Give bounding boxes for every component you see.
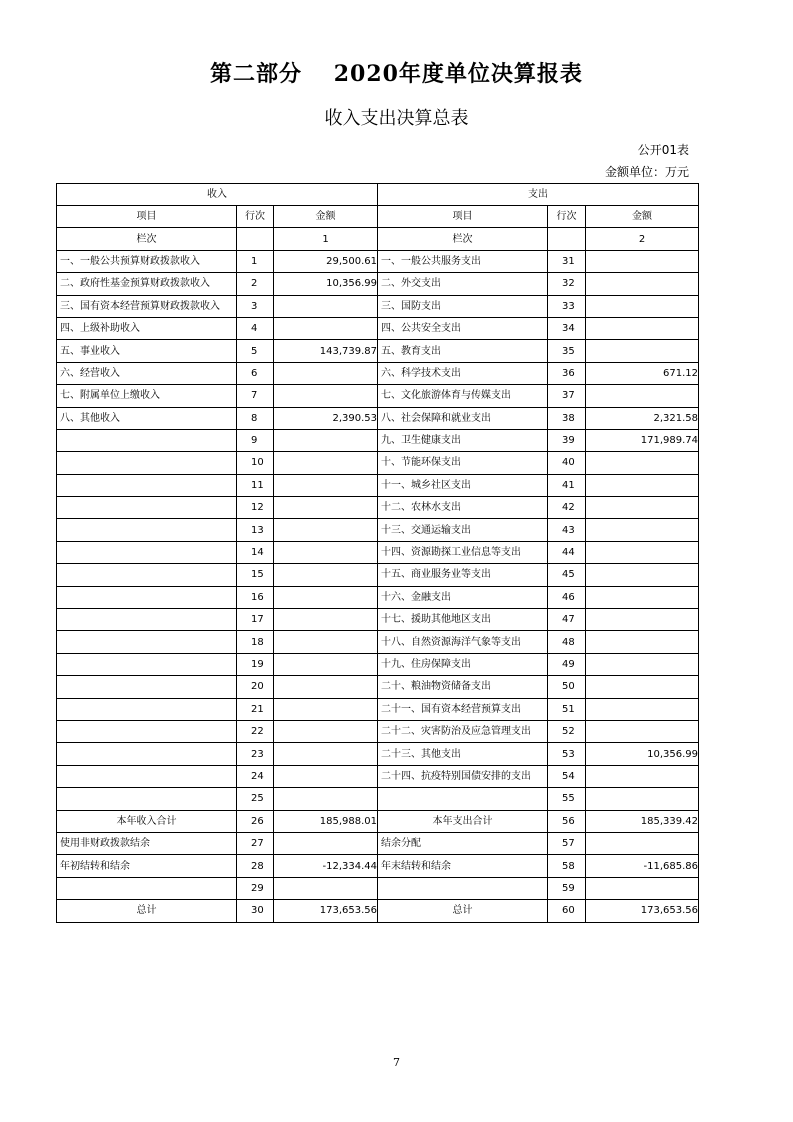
expense-item-cell: 六、科学技术支出 xyxy=(378,362,548,384)
expense-item-cell: 五、教育支出 xyxy=(378,340,548,362)
expense-amount-cell xyxy=(586,631,699,653)
income-rowno-cell: 20 xyxy=(237,676,274,698)
income-rowno-cell: 17 xyxy=(237,609,274,631)
expense-amount-cell xyxy=(586,474,699,496)
expense-amount-cell xyxy=(586,340,699,362)
expense-item-cell: 总计 xyxy=(378,900,548,922)
empty-cell xyxy=(237,228,274,250)
expense-item-cell: 七、文化旅游体育与传媒支出 xyxy=(378,385,548,407)
income-rowno-cell: 8 xyxy=(237,407,274,429)
income-rowno-cell: 11 xyxy=(237,474,274,496)
income-amount-cell xyxy=(274,788,378,810)
income-item-cell: 使用非财政拨款结余 xyxy=(57,832,237,854)
income-rowno-cell: 26 xyxy=(237,810,274,832)
income-rowno-cell: 5 xyxy=(237,340,274,362)
table-row xyxy=(57,765,699,787)
expense-rowno-cell: 42 xyxy=(548,497,586,519)
income-amount-cell xyxy=(274,385,378,407)
table-row xyxy=(57,452,699,474)
column-order-row xyxy=(57,228,699,250)
expense-amount-cell xyxy=(586,586,699,608)
section-header-row xyxy=(57,184,699,206)
income-rowno-cell: 22 xyxy=(237,720,274,742)
table-row xyxy=(57,676,699,698)
expense-item-cell: 十九、住房保障支出 xyxy=(378,653,548,675)
income-item-cell: 总计 xyxy=(57,900,237,922)
table-row xyxy=(57,340,699,362)
table-row xyxy=(57,407,699,429)
income-rowno-cell: 28 xyxy=(237,855,274,877)
expense-rowno-cell: 31 xyxy=(548,250,586,272)
expense-item-cell: 结余分配 xyxy=(378,832,548,854)
table-row xyxy=(57,743,699,765)
income-rowno-cell: 13 xyxy=(237,519,274,541)
income-amount-cell xyxy=(274,609,378,631)
income-amount-cell xyxy=(274,765,378,787)
column-header-row xyxy=(57,206,699,228)
income-item-cell xyxy=(57,474,237,496)
income-amount-cell: -12,334.44 xyxy=(274,855,378,877)
table-row xyxy=(57,295,699,317)
expense-rowno-cell: 45 xyxy=(548,564,586,586)
income-item-cell xyxy=(57,564,237,586)
income-rowno-cell: 7 xyxy=(237,385,274,407)
income-column-number: 1 xyxy=(274,228,378,250)
expense-rowno-cell: 35 xyxy=(548,340,586,362)
expense-item-cell: 十四、资源勘探工业信息等支出 xyxy=(378,541,548,563)
expense-amount-cell: 10,356.99 xyxy=(586,743,699,765)
income-amount-cell: 143,739.87 xyxy=(274,340,378,362)
expense-item-header: 项目 xyxy=(378,206,548,228)
income-item-cell xyxy=(57,497,237,519)
expense-rowno-cell: 46 xyxy=(548,586,586,608)
income-rowno-cell: 29 xyxy=(237,877,274,899)
income-amount-cell xyxy=(274,362,378,384)
expense-item-cell: 二十四、抗疫特别国债安排的支出 xyxy=(378,765,548,787)
table-row xyxy=(57,541,699,563)
income-item-cell xyxy=(57,698,237,720)
expense-amount-cell xyxy=(586,452,699,474)
expense-amount-cell xyxy=(586,385,699,407)
table-subtitle: 收入支出决算总表 xyxy=(324,108,469,129)
expense-item-cell: 十一、城乡社区支出 xyxy=(378,474,548,496)
income-item-cell: 四、上级补助收入 xyxy=(57,317,237,339)
expense-item-cell: 二十二、灾害防治及应急管理支出 xyxy=(378,720,548,742)
expense-amount-cell: 171,989.74 xyxy=(586,429,699,451)
income-rowno-cell: 12 xyxy=(237,497,274,519)
expense-item-cell: 一、一般公共服务支出 xyxy=(378,250,548,272)
table-row xyxy=(57,832,699,854)
income-rowno-cell: 23 xyxy=(237,743,274,765)
income-rowno-cell: 6 xyxy=(237,362,274,384)
income-item-cell xyxy=(57,609,237,631)
income-amount-cell xyxy=(274,676,378,698)
table-row xyxy=(57,273,699,295)
income-amount-cell: 29,500.61 xyxy=(274,250,378,272)
income-amount-cell xyxy=(274,586,378,608)
income-rowno-cell: 4 xyxy=(237,317,274,339)
expense-amount-cell xyxy=(586,295,699,317)
expense-amount-cell: 185,339.42 xyxy=(586,810,699,832)
expense-rowno-cell: 44 xyxy=(548,541,586,563)
expense-rowno-cell: 43 xyxy=(548,519,586,541)
expense-item-cell: 四、公共安全支出 xyxy=(378,317,548,339)
table-row xyxy=(57,385,699,407)
expense-rowno-cell: 49 xyxy=(548,653,586,675)
income-rowno-cell: 15 xyxy=(237,564,274,586)
income-amount-cell xyxy=(274,698,378,720)
table-row xyxy=(57,609,699,631)
expense-item-cell: 十、节能环保支出 xyxy=(378,452,548,474)
income-item-cell xyxy=(57,720,237,742)
expense-amount-cell xyxy=(586,250,699,272)
income-item-cell: 六、经营收入 xyxy=(57,362,237,384)
expense-rowno-header: 行次 xyxy=(548,206,586,228)
income-amount-cell xyxy=(274,720,378,742)
income-item-cell: 五、事业收入 xyxy=(57,340,237,362)
table-row xyxy=(57,317,699,339)
income-rowno-cell: 14 xyxy=(237,541,274,563)
income-rowno-cell: 9 xyxy=(237,429,274,451)
expense-amount-header: 金额 xyxy=(586,206,699,228)
expense-item-cell: 二十、粮油物资储备支出 xyxy=(378,676,548,698)
income-amount-cell: 185,988.01 xyxy=(274,810,378,832)
expense-amount-cell: 671.12 xyxy=(586,362,699,384)
income-amount-cell xyxy=(274,452,378,474)
income-amount-cell xyxy=(274,564,378,586)
expense-rowno-cell: 52 xyxy=(548,720,586,742)
income-item-cell xyxy=(57,631,237,653)
expense-rowno-cell: 55 xyxy=(548,788,586,810)
income-amount-cell xyxy=(274,519,378,541)
expense-rowno-cell: 33 xyxy=(548,295,586,317)
income-item-cell: 年初结转和结余 xyxy=(57,855,237,877)
table-row xyxy=(57,653,699,675)
expense-rowno-cell: 39 xyxy=(548,429,586,451)
expense-amount-cell xyxy=(586,720,699,742)
income-item-cell xyxy=(57,788,237,810)
income-rowno-cell: 18 xyxy=(237,631,274,653)
expense-rowno-cell: 59 xyxy=(548,877,586,899)
income-rowno-cell: 3 xyxy=(237,295,274,317)
expense-amount-cell xyxy=(586,653,699,675)
expense-rowno-cell: 48 xyxy=(548,631,586,653)
expense-amount-cell xyxy=(586,877,699,899)
expense-column-number: 2 xyxy=(586,228,699,250)
income-rowno-cell: 25 xyxy=(237,788,274,810)
income-item-header: 项目 xyxy=(57,206,237,228)
income-rowno-cell: 2 xyxy=(237,273,274,295)
report-title: 第二部分 2020年度单位决算报表 xyxy=(210,61,583,87)
expense-rowno-cell: 47 xyxy=(548,609,586,631)
income-amount-cell xyxy=(274,877,378,899)
income-rowno-cell: 1 xyxy=(237,250,274,272)
income-item-cell xyxy=(57,541,237,563)
expense-rowno-cell: 57 xyxy=(548,832,586,854)
expense-rowno-cell: 53 xyxy=(548,743,586,765)
expense-item-cell: 十三、交通运输支出 xyxy=(378,519,548,541)
expense-amount-cell xyxy=(586,609,699,631)
expense-amount-cell xyxy=(586,788,699,810)
expense-item-cell: 二、外交支出 xyxy=(378,273,548,295)
table-row xyxy=(57,855,699,877)
expense-amount-cell xyxy=(586,698,699,720)
expense-amount-cell xyxy=(586,765,699,787)
income-amount-cell xyxy=(274,541,378,563)
table-row xyxy=(57,810,699,832)
income-rowno-cell: 27 xyxy=(237,832,274,854)
expense-item-cell: 本年支出合计 xyxy=(378,810,548,832)
expense-section-header: 支出 xyxy=(378,184,699,206)
expense-amount-cell xyxy=(586,832,699,854)
income-section-header: 收入 xyxy=(57,184,378,206)
income-amount-cell xyxy=(274,474,378,496)
income-amount-cell xyxy=(274,295,378,317)
income-item-cell xyxy=(57,676,237,698)
expense-amount-cell xyxy=(586,497,699,519)
income-item-cell: 二、政府性基金预算财政拨款收入 xyxy=(57,273,237,295)
table-row xyxy=(57,362,699,384)
expense-rowno-cell: 38 xyxy=(548,407,586,429)
expense-rowno-cell: 51 xyxy=(548,698,586,720)
empty-cell xyxy=(548,228,586,250)
expense-column-order-label: 栏次 xyxy=(378,228,548,250)
income-item-cell: 八、其他收入 xyxy=(57,407,237,429)
amount-unit: 金额单位：万元 xyxy=(604,165,689,179)
expense-rowno-cell: 41 xyxy=(548,474,586,496)
income-item-cell xyxy=(57,429,237,451)
expense-item-cell: 十六、金融支出 xyxy=(378,586,548,608)
table-row xyxy=(57,698,699,720)
expense-amount-cell: -11,685.86 xyxy=(586,855,699,877)
table-row xyxy=(57,877,699,899)
income-item-cell xyxy=(57,519,237,541)
expense-item-cell: 十五、商业服务业等支出 xyxy=(378,564,548,586)
expense-rowno-cell: 54 xyxy=(548,765,586,787)
expense-rowno-cell: 56 xyxy=(548,810,586,832)
expense-amount-cell xyxy=(586,519,699,541)
income-amount-cell: 173,653.56 xyxy=(274,900,378,922)
table-row xyxy=(57,720,699,742)
income-amount-cell xyxy=(274,631,378,653)
expense-item-cell: 八、社会保障和就业支出 xyxy=(378,407,548,429)
income-rowno-cell: 30 xyxy=(237,900,274,922)
income-rowno-cell: 10 xyxy=(237,452,274,474)
income-rowno-cell: 24 xyxy=(237,765,274,787)
expense-item-cell xyxy=(378,788,548,810)
income-rowno-cell: 19 xyxy=(237,653,274,675)
expense-amount-cell xyxy=(586,273,699,295)
income-amount-cell xyxy=(274,653,378,675)
income-item-cell: 一、一般公共预算财政拨款收入 xyxy=(57,250,237,272)
form-number: 公开01表 xyxy=(637,143,689,157)
table-row xyxy=(57,788,699,810)
income-item-cell xyxy=(57,653,237,675)
expense-item-cell: 二十一、国有资本经营预算支出 xyxy=(378,698,548,720)
expense-amount-cell xyxy=(586,541,699,563)
expense-rowno-cell: 58 xyxy=(548,855,586,877)
expense-item-cell: 二十三、其他支出 xyxy=(378,743,548,765)
expense-rowno-cell: 34 xyxy=(548,317,586,339)
income-amount-cell xyxy=(274,317,378,339)
expense-item-cell: 三、国防支出 xyxy=(378,295,548,317)
page-number: 7 xyxy=(393,1056,400,1069)
table-row xyxy=(57,564,699,586)
income-item-cell xyxy=(57,743,237,765)
income-amount-cell xyxy=(274,743,378,765)
income-item-cell xyxy=(57,765,237,787)
income-amount-cell xyxy=(274,497,378,519)
income-item-cell: 七、附属单位上缴收入 xyxy=(57,385,237,407)
expense-amount-cell: 173,653.56 xyxy=(586,900,699,922)
expense-item-cell: 十二、农林水支出 xyxy=(378,497,548,519)
income-item-cell: 本年收入合计 xyxy=(57,810,237,832)
table-row xyxy=(57,519,699,541)
expense-amount-cell xyxy=(586,317,699,339)
income-amount-cell: 2,390.53 xyxy=(274,407,378,429)
income-rowno-header: 行次 xyxy=(237,206,274,228)
income-item-cell xyxy=(57,586,237,608)
expense-amount-cell xyxy=(586,676,699,698)
expense-item-cell: 年末结转和结余 xyxy=(378,855,548,877)
expense-amount-cell xyxy=(586,564,699,586)
income-amount-cell xyxy=(274,429,378,451)
table-row xyxy=(57,900,699,922)
income-item-cell xyxy=(57,877,237,899)
expense-item-cell: 十七、援助其他地区支出 xyxy=(378,609,548,631)
expense-rowno-cell: 40 xyxy=(548,452,586,474)
expense-item-cell: 九、卫生健康支出 xyxy=(378,429,548,451)
table-row xyxy=(57,474,699,496)
income-item-cell xyxy=(57,452,237,474)
income-column-order-label: 栏次 xyxy=(57,228,237,250)
income-amount-cell xyxy=(274,832,378,854)
table-row xyxy=(57,586,699,608)
expense-item-cell xyxy=(378,877,548,899)
income-amount-header: 金额 xyxy=(274,206,378,228)
table-row xyxy=(57,250,699,272)
expense-rowno-cell: 50 xyxy=(548,676,586,698)
expense-item-cell: 十八、自然资源海洋气象等支出 xyxy=(378,631,548,653)
expense-rowno-cell: 60 xyxy=(548,900,586,922)
income-item-cell: 三、国有资本经营预算财政拨款收入 xyxy=(57,295,237,317)
table-row xyxy=(57,429,699,451)
table-row xyxy=(57,631,699,653)
table-row xyxy=(57,497,699,519)
expense-rowno-cell: 32 xyxy=(548,273,586,295)
income-rowno-cell: 21 xyxy=(237,698,274,720)
expense-rowno-cell: 37 xyxy=(548,385,586,407)
income-rowno-cell: 16 xyxy=(237,586,274,608)
income-amount-cell: 10,356.99 xyxy=(274,273,378,295)
income-expense-table xyxy=(56,183,699,923)
expense-amount-cell: 2,321.58 xyxy=(586,407,699,429)
expense-rowno-cell: 36 xyxy=(548,362,586,384)
